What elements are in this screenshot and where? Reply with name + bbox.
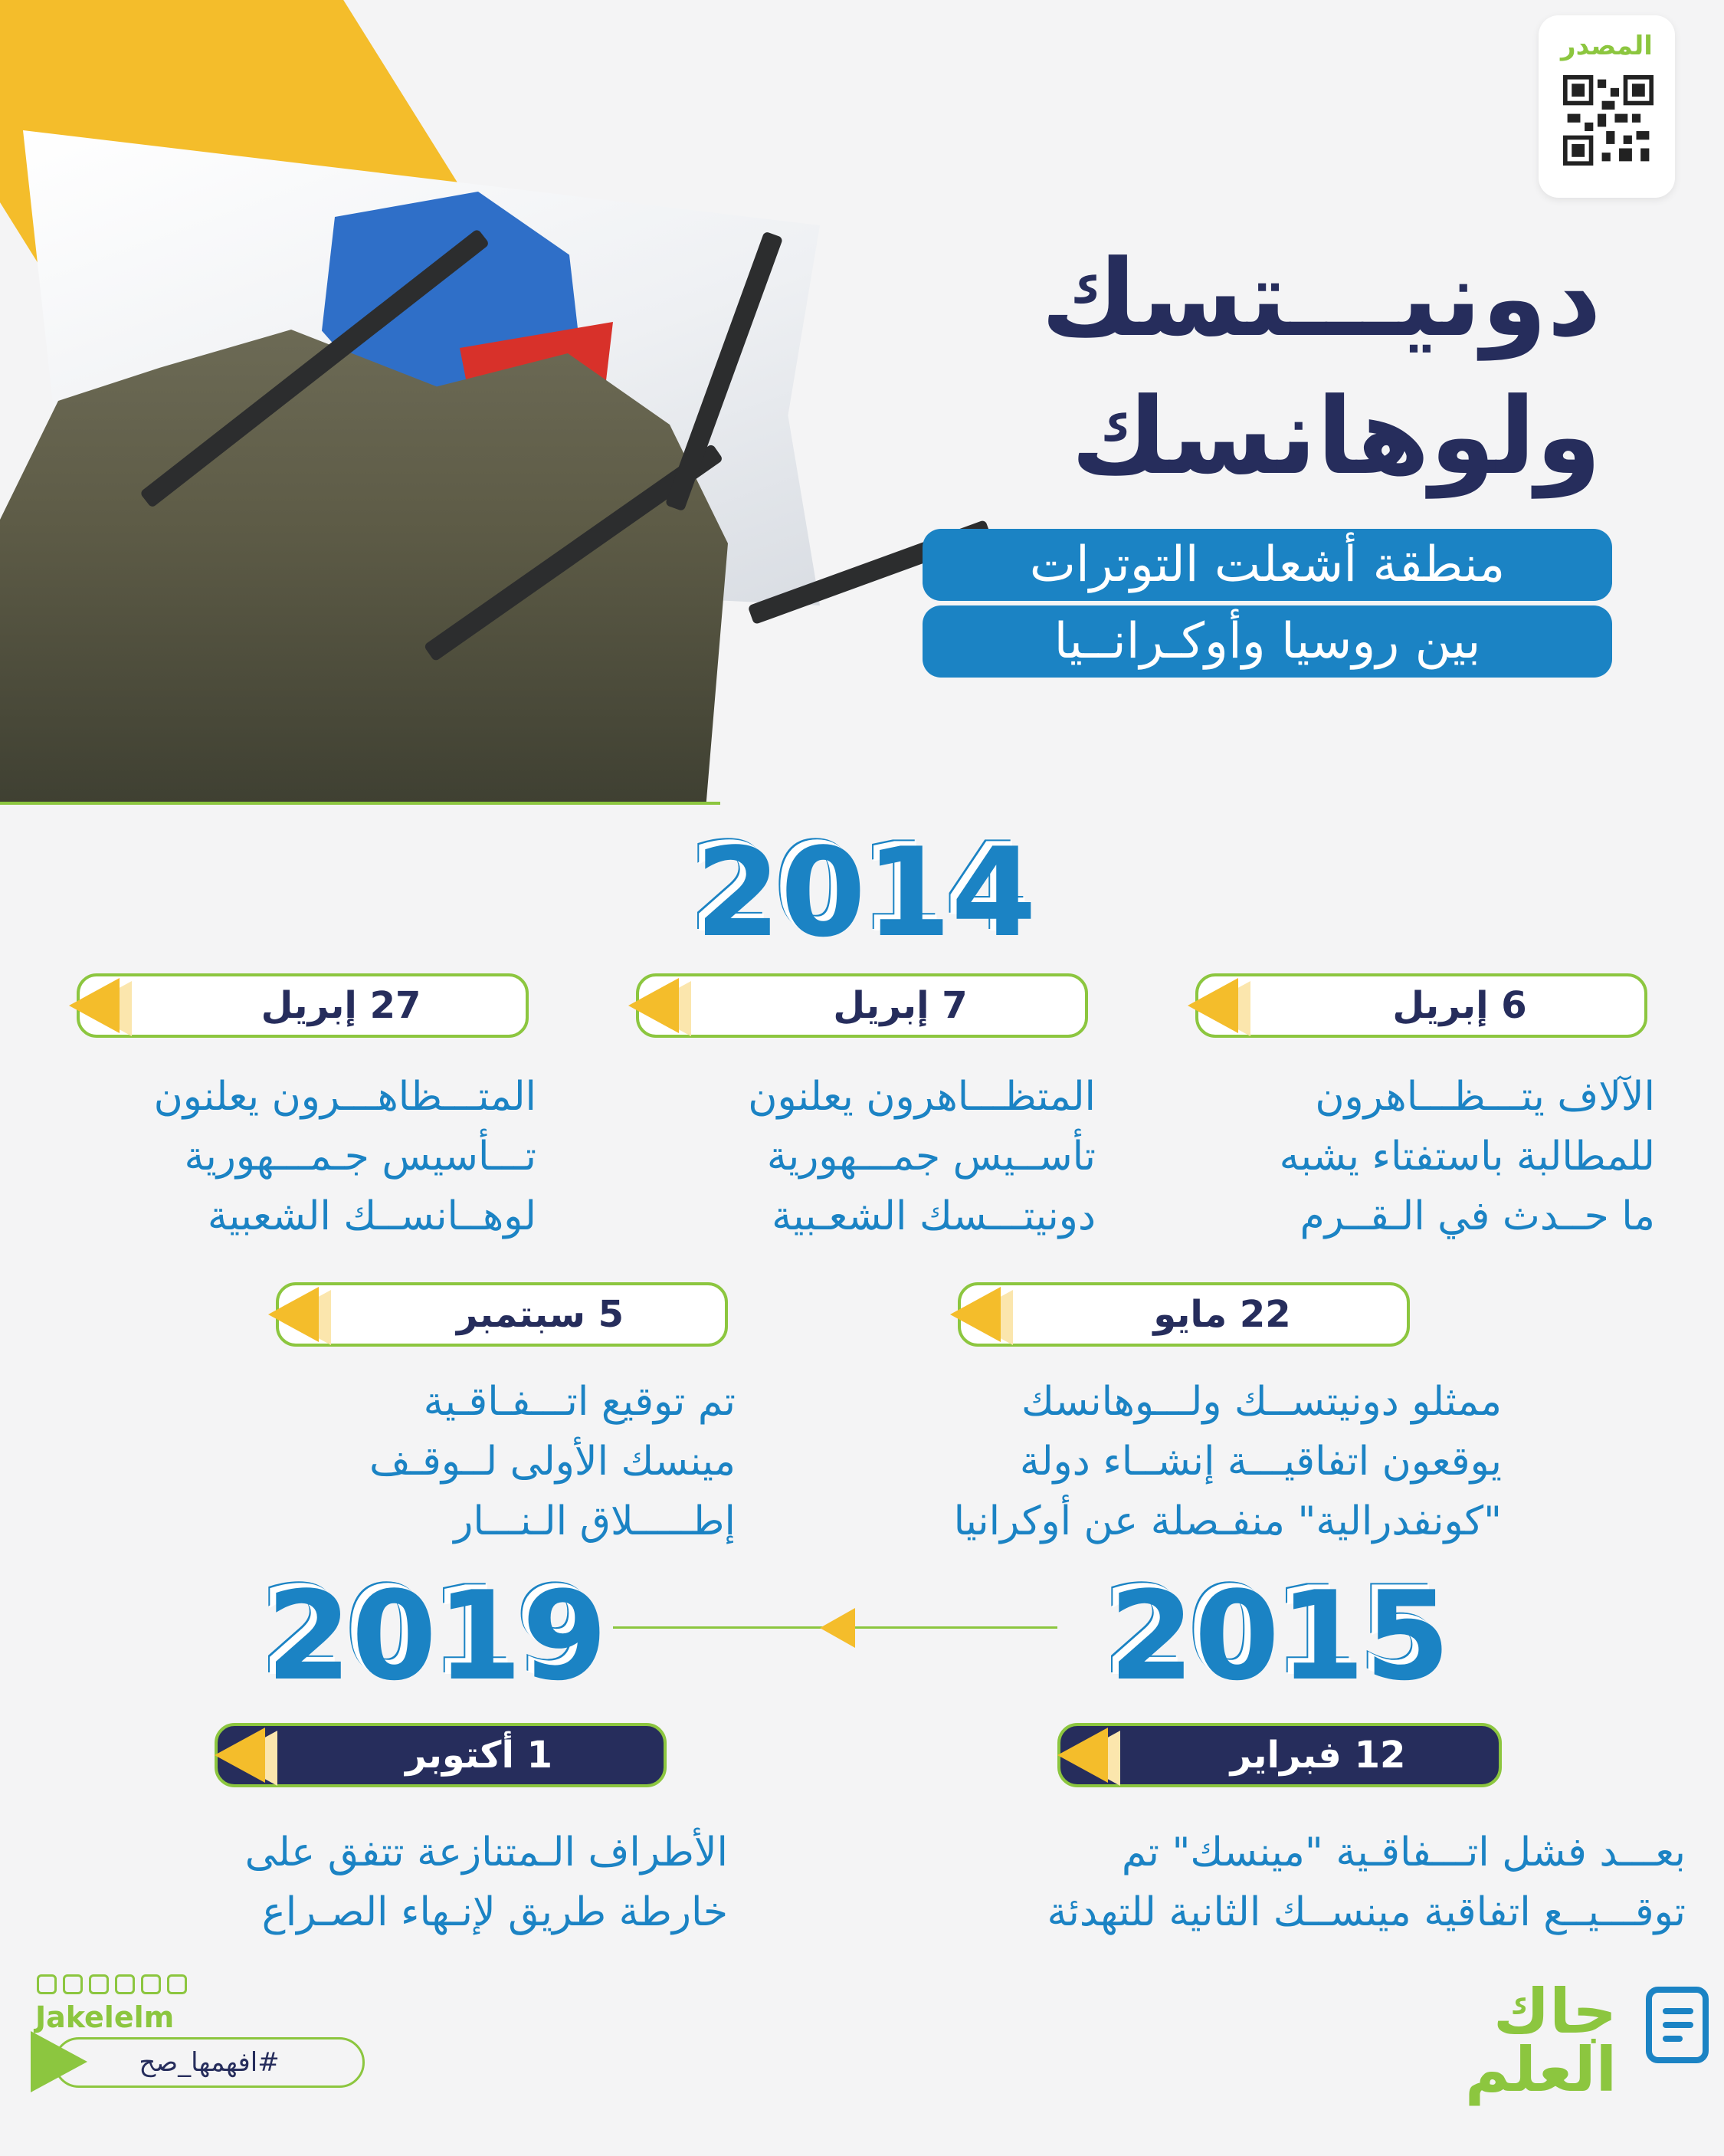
source-box[interactable] (1539, 15, 1675, 198)
event-line: إطـــــلاق الـنـــار (454, 1498, 736, 1544)
twitter-icon[interactable] (141, 1974, 161, 1994)
brand-logo (1464, 1976, 1693, 2105)
date-label: 22 مايو (1153, 1293, 1291, 1336)
arrow-icon (1057, 1728, 1108, 1783)
event-line: للمطالبة باستفتاء يشبه (1279, 1134, 1655, 1180)
snapchat-icon[interactable] (115, 1974, 135, 1994)
event-line: المتـــظاهـــرون يعلنون (153, 1074, 536, 1120)
date-label: 1 أكتوبر (405, 1734, 553, 1777)
date-header (1180, 967, 1663, 1044)
date-header (621, 967, 1103, 1044)
date-header (261, 1276, 743, 1353)
play-icon (31, 2031, 87, 2092)
arrow-icon (628, 978, 679, 1033)
date-header (1042, 1717, 1517, 1793)
telegram-icon[interactable] (167, 1974, 187, 1994)
event-line: يوقعون اتفاقيـــة إنشــاء دولة (1019, 1439, 1502, 1485)
arrow-icon (268, 1287, 319, 1342)
date-label: 7 إبريل (833, 984, 968, 1027)
arrow-icon (820, 1608, 855, 1648)
subtitle-line-2: بين روسيا وأوكـرانــيا (923, 605, 1612, 678)
page-title (835, 230, 1601, 506)
brand-line-1: جاك (1493, 1976, 1617, 2047)
date-label: 12 فبراير (1230, 1734, 1406, 1777)
event-text (858, 1372, 1502, 1551)
event-line: مينسك الأولى لــوقـف (369, 1439, 736, 1485)
youtube-icon[interactable] (89, 1974, 109, 1994)
photo-divider (0, 802, 720, 805)
event-text (61, 1067, 536, 1246)
event-line: بعـــد فشل اتـــفاقـية "مينسك" تم (1121, 1829, 1686, 1875)
event-line: لوهــانســك الشعبية (207, 1193, 536, 1239)
date-label: 27 إبريل (261, 984, 421, 1027)
event-text (261, 1372, 736, 1551)
event-text (1180, 1067, 1655, 1246)
date-label: 6 إبريل (1392, 984, 1527, 1027)
event-line: الآلاف يتـــظـــاهرون (1315, 1074, 1655, 1120)
event-line: توقـــيــع اتفاقية مينســك الثانية للتهدئة (1047, 1889, 1686, 1935)
arrow-icon (69, 978, 120, 1033)
date-header (942, 1276, 1425, 1353)
social-icons (37, 1974, 187, 1999)
subtitle-line-1: منطقة أشعلت التوترات (923, 529, 1612, 601)
event-text (858, 1823, 1686, 1942)
event-text (621, 1067, 1096, 1246)
event-line: المتظـــاهرون يعلنون (748, 1074, 1096, 1120)
event-line: تأســيس جمـــهورية (766, 1134, 1096, 1180)
date-header (199, 1717, 682, 1793)
title-line-2: ولوهانسك (1070, 375, 1601, 498)
hashtag-pill: #افهمها_صح (54, 2037, 365, 2088)
event-line: ما حــدث في الـقــرم (1300, 1193, 1655, 1239)
title-line-1: دونيـــتسك (1041, 237, 1601, 360)
social-handle[interactable]: Jakelelm (35, 2000, 175, 2034)
qr-code-icon[interactable] (1563, 75, 1654, 166)
event-line: تـــأسيس جـمـــهورية (184, 1134, 536, 1180)
event-line: الأطراف الـمتنازعة تتفق على (244, 1829, 728, 1875)
brand-line-2: العلم (1464, 2034, 1617, 2105)
instagram-icon[interactable] (63, 1974, 83, 1994)
arrow-icon (1188, 978, 1238, 1033)
year-2019: 2019 (266, 1564, 608, 1708)
event-line: دونيتـــسك الشعـبية (772, 1193, 1096, 1239)
event-line: ممثلو دونيتســك ولـــوهانسك (1021, 1379, 1502, 1425)
arrow-icon (215, 1728, 265, 1783)
source-label: المصدر (1561, 31, 1653, 61)
event-line: تم توقيع اتـــفـاقـية (423, 1379, 736, 1425)
year-2015: 2015 (1109, 1564, 1450, 1708)
event-line: "كونفدرالية" منفـصلة عن أوكرانيا (953, 1498, 1502, 1544)
year-2014: 2014 (695, 821, 1037, 964)
date-label: 5 سبتمبر (456, 1293, 624, 1336)
arrow-icon (950, 1287, 1001, 1342)
event-line: خارطة طريق لإنـهاء الصـراع (261, 1889, 728, 1935)
facebook-icon[interactable] (37, 1974, 57, 1994)
event-text (138, 1823, 728, 1942)
date-header (61, 967, 544, 1044)
soldiers-photo (0, 330, 728, 805)
